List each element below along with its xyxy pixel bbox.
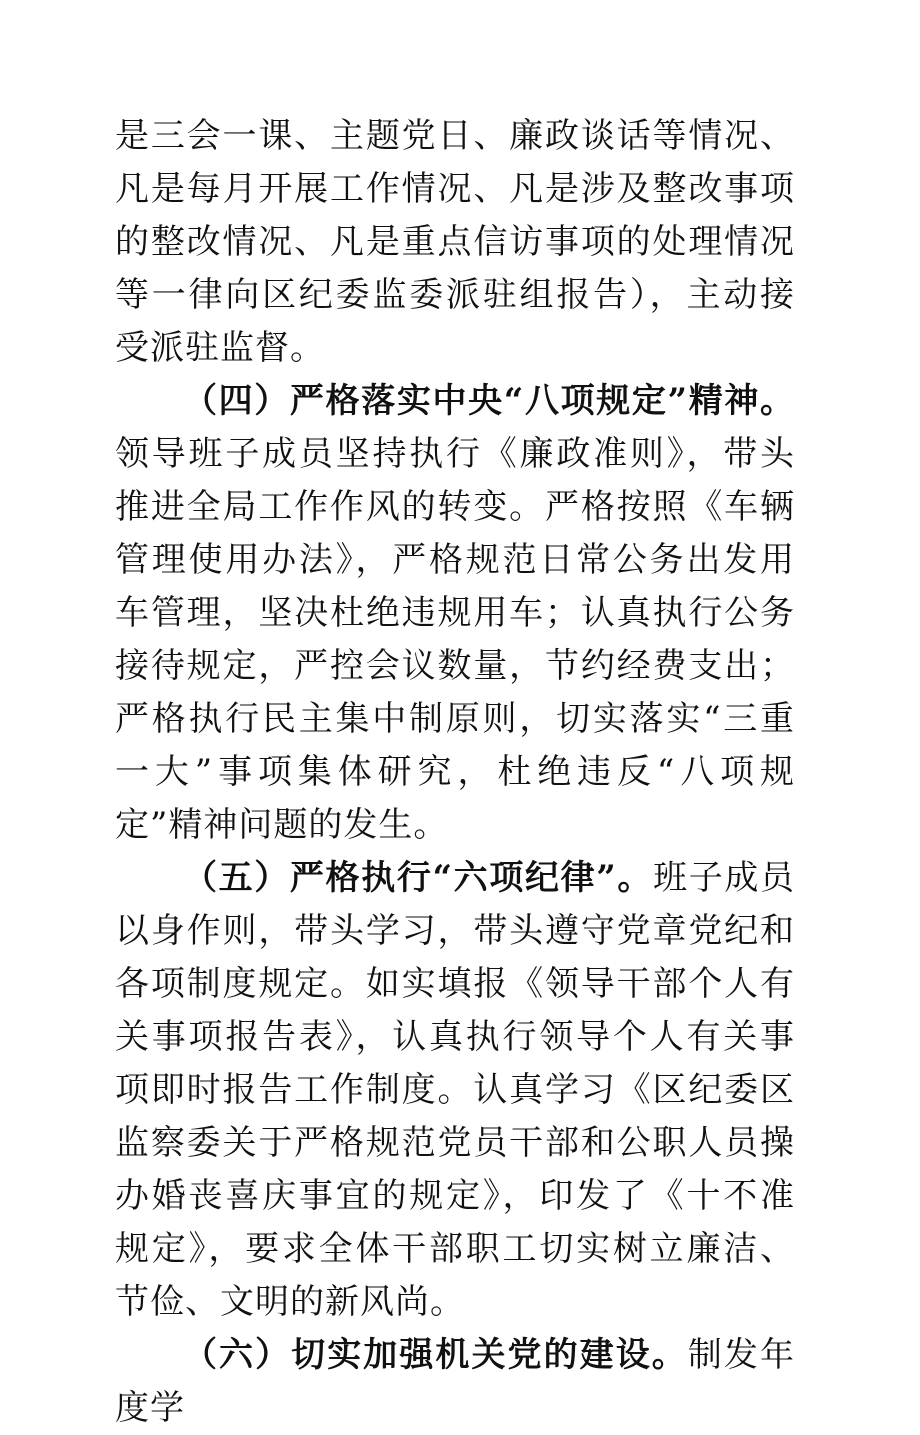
paragraph-continuation bbox=[115, 110, 795, 375]
paragraph-section-four bbox=[115, 375, 795, 852]
paragraph-text: 是三会一课、主题党日、廉政谈话等情况、凡是每月开展工作情况、凡是涉及整改事项的整改情况、凡是重点信访事项的处理情况等一律向区纪委监委派驻组报告），主动接受派驻监督。 bbox=[115, 116, 795, 368]
paragraph-text: 班子成员以身作则，带头学习，带头遵守党章党纪和各项制度规定。如实填报《领导干部个人有关事项报告表》，认真执行领导个人有关事项即时报告工作制度。认真学习《区纪委区监察委关于严格规范党员干部和公职人员操办婚丧喜庆事宜的规定》，印发了《十不准规定》，要求全体干部职工切实树立廉洁、节俭、文明的新风尚。 bbox=[115, 858, 795, 1322]
paragraph-section-five bbox=[115, 852, 795, 1329]
section-heading: （六）切实加强机关党的建设。 bbox=[183, 1335, 688, 1375]
paragraph-text: 制发年度学 bbox=[115, 1335, 795, 1428]
document-body bbox=[115, 110, 795, 1435]
paragraph-section-six bbox=[115, 1329, 795, 1435]
section-heading: （五）严格执行“六项纪律”。 bbox=[183, 858, 654, 898]
paragraph-text: 领导班子成员坚持执行《廉政准则》，带头推进全局工作作风的转变。严格按照《车辆管理使用办法》，严格规范日常公务出发用车管理，坚决杜绝违规用车；认真执行公务接待规定，严控会议数量，节约经费支出；严格执行民主集中制原则，切实落实“三重一大”事项集体研究，杜绝违反“八项规定”精神问题的发生。 bbox=[115, 434, 795, 845]
section-heading: （四）严格落实中央“八项规定”精神。 bbox=[183, 381, 795, 421]
